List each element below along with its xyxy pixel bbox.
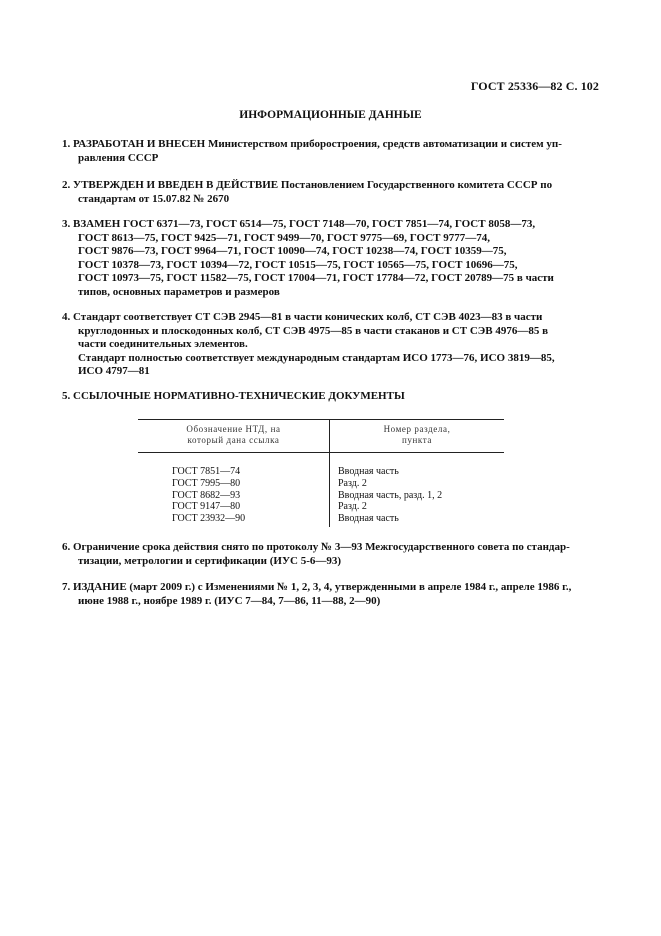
- ref-section: Разд. 2: [338, 501, 367, 513]
- section-4-line-2: круглодонных и плоскодонных колб, СТ СЭВ 4975—85 в части стаканов и СТ СЭВ 4976—85 в: [78, 324, 549, 337]
- col-header-section-line-1: Номер раздела,: [383, 424, 451, 434]
- table-row: [138, 501, 504, 513]
- section-4-line-1: 4. Стандарт соответствует СТ СЭВ 2945—81 в части конических колб, СТ СЭВ 4023—83 в части: [62, 311, 543, 323]
- section-3-line-2: ГОСТ 8613—75, ГОСТ 9425—71, ГОСТ 9499—70, ГОСТ 9775—69, ГОСТ 9777—74,: [78, 231, 490, 244]
- section-2-line-2: стандартам от 15.07.82 № 2670: [78, 192, 230, 205]
- section-3-line-6: типов, основных параметров и размеров: [78, 285, 280, 298]
- section-3-line-1: 3. ВЗАМЕН ГОСТ 6371—73, ГОСТ 6514—75, ГОСТ 7148—70, ГОСТ 7851—74, ГОСТ 8058—73,: [62, 218, 536, 230]
- section-2: [62, 179, 602, 206]
- section-7-line-1: 7. ИЗДАНИЕ (март 2009 г.) с Изменениями № 1, 2, 3, 4, утвержденными в апреле 1984 г., апреле 1986 г.,: [62, 581, 572, 593]
- section-3-line-4: ГОСТ 10378—73, ГОСТ 10394—72, ГОСТ 10515—75, ГОСТ 10565—75, ГОСТ 10696—75,: [78, 258, 518, 271]
- section-7: [62, 581, 602, 608]
- section-3-line-5: ГОСТ 10973—75, ГОСТ 11582—75, ГОСТ 17004—71, ГОСТ 17784—72, ГОСТ 20789—75 в части: [78, 272, 554, 284]
- section-4-line-5: ИСО 4797—81: [78, 365, 150, 377]
- col-header-document-line-2: который дана ссылка: [187, 435, 280, 445]
- references-table: [138, 419, 504, 527]
- section-6: [62, 541, 602, 568]
- section-3-line-3: ГОСТ 9876—73, ГОСТ 9964—71, ГОСТ 10090—74, ГОСТ 10238—74, ГОСТ 10359—75,: [78, 245, 507, 257]
- col-header-document-line-1: Обозначение НТД, на: [186, 424, 281, 434]
- ref-document: ГОСТ 9147—80: [138, 501, 330, 513]
- section-6-line-1: 6. Ограничение срока действия снято по протоколу № 3—93 Межгосударственного совета по стандар-: [62, 541, 570, 553]
- ref-section: Вводная часть: [338, 513, 399, 525]
- section-2-line-1: 2. УТВЕРЖДЕН И ВВЕДЕН В ДЕЙСТВИЕ Постановлением Государственного комитета СССР по: [62, 179, 553, 191]
- page-title: ИНФОРМАЦИОННЫЕ ДАННЫЕ: [239, 109, 422, 121]
- table-row: [138, 478, 504, 490]
- references-table-header: [138, 420, 504, 453]
- section-1: [62, 138, 602, 165]
- table-row: [138, 513, 504, 527]
- section-5-heading: 5. ССЫЛОЧНЫЕ НОРМАТИВНО-ТЕХНИЧЕСКИЕ ДОКУМЕНТЫ: [62, 390, 405, 402]
- section-3: [62, 218, 602, 299]
- page-header-ref: ГОСТ 25336—82 С. 102: [470, 79, 599, 93]
- ref-section: Разд. 2: [338, 477, 367, 489]
- section-1-line-2: равления СССР: [78, 151, 159, 164]
- col-header-section-line-2: пункта: [401, 435, 433, 445]
- table-row: [138, 453, 504, 478]
- section-4: [62, 311, 602, 379]
- section-7-line-2: июне 1988 г., ноябре 1989 г. (ИУС 7—84, 7—86, 11—88, 2—90): [78, 594, 381, 607]
- ref-document: ГОСТ 7995—80: [138, 478, 330, 490]
- ref-section: Вводная часть, разд. 1, 2: [338, 489, 443, 501]
- ref-document: ГОСТ 8682—93: [138, 490, 330, 502]
- section-4-line-3: части соединительных элементов.: [78, 338, 248, 350]
- ref-section: Вводная часть: [338, 466, 399, 477]
- section-6-line-2: тизации, метрологии и сертификации (ИУС 5-6—93): [78, 554, 342, 567]
- table-row: [138, 490, 504, 502]
- section-4-line-4: Стандарт полностью соответствует международным стандартам ИСО 1773—76, ИСО 3819—85,: [78, 351, 555, 364]
- col-header-section: [330, 420, 505, 453]
- section-1-line-1: 1. РАЗРАБОТАН И ВНЕСЕН Министерством приборостроения, средств автоматизации и систем уп-: [62, 138, 562, 150]
- ref-document: ГОСТ 7851—74: [138, 453, 330, 478]
- ref-document: ГОСТ 23932—90: [138, 513, 330, 527]
- col-header-document: [138, 420, 330, 453]
